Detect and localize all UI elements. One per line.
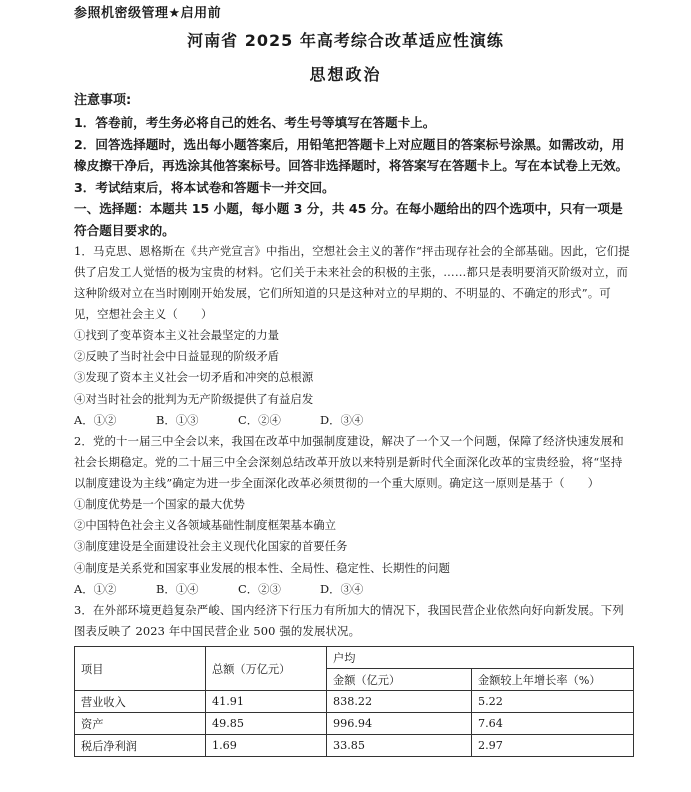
exam-subject: 思想政治 <box>309 65 382 84</box>
table-header-item: 项目 <box>75 647 206 691</box>
table-cell-growth: 2.97 <box>472 735 634 757</box>
table-cell-item: 税后净利润 <box>75 735 206 757</box>
choice-c: C．②④ <box>238 412 281 427</box>
question-1-option: ②反映了当时社会中日益显现的阶级矛盾 <box>74 349 280 364</box>
table-cell-growth: 5.22 <box>472 691 634 713</box>
question-2-option: ④制度是关系党和国家事业发展的根本性、全局性、稳定性、长期性的问题 <box>74 560 450 575</box>
question-2-option: ①制度优势是一个国家的最大优势 <box>74 497 245 512</box>
question-2-option: ③制度建设是全面建设社会主义现代化国家的首要任务 <box>74 539 348 554</box>
table-header-growth: 金额较上年增长率（%） <box>472 669 634 691</box>
question-3-stem: 3．在外部环境更趋复杂严峻、国内经济下行压力有所加大的情况下，我国民营企业依然向好向新发展。下列图表反映了 2023 年中国民营企业 500 强的发展状况。 <box>74 603 624 639</box>
notice-item: 1．答卷前，考生务必将自己的姓名、考生号等填写在答题卡上。 <box>74 115 436 130</box>
choice-d: D．③④ <box>320 412 364 427</box>
table-row <box>75 735 634 757</box>
choice-c: C．②③ <box>238 581 281 596</box>
choice-a: A．①② <box>74 412 117 427</box>
question-1-choices <box>74 410 633 431</box>
table-header-amount: 金额（亿元） <box>327 669 472 691</box>
choice-d: D．③④ <box>320 581 364 596</box>
table-cell-amount: 996.94 <box>327 713 472 735</box>
question-1-option: ③发现了资本主义社会一切矛盾和冲突的总根源 <box>74 370 314 385</box>
question-1-option: ①找到了变革资本主义社会最坚定的力量 <box>74 328 280 342</box>
enterprise-data-table <box>74 646 634 757</box>
notice-heading: 注意事项: <box>74 93 132 108</box>
table-cell-total: 41.91 <box>206 691 327 713</box>
section-heading: 一、选择题：本题共 15 小题，每小题 3 分，共 45 分。在每小题给出的四个选项中，只有一项是符合题目要求的。 <box>74 201 623 238</box>
question-1-stem: 1．马克思、恩格斯在《共产党宣言》中指出，空想社会主义的著作“抨击现存社会的全部基础。因此，它们提供了启发工人觉悟的极为宝贵的材料。它们关于未来社会的积极的主张，……都只是表明要消灭阶级对立，而这种阶级对立在当时刚刚开始发展，它们所知道的只是这种对立的早期的、不明显的、不确定的形式”。可见，空想社会主义（ ） <box>74 244 630 321</box>
question-2-option: ②中国特色社会主义各领域基础性制度框架基本确立 <box>74 518 336 533</box>
exam-title: 河南省 2025 年高考综合改革适应性演练 <box>187 31 504 50</box>
table-cell-total: 49.85 <box>206 713 327 735</box>
question-2-stem: 2．党的十一届三中全会以来，我国在改革中加强制度建设，解决了一个又一个问题，保障了经济快速发展和社会长期稳定。党的二十届三中全会深刻总结改革开放以来特别是新时代全面深化改革的宝贵经验，将“坚持以制度建设为主线”确定为进一步全面深化改革必须贯彻的一个重大原则。确定这一原则是基于（ ） <box>74 434 624 491</box>
table-header-total: 总额（万亿元） <box>206 647 327 691</box>
table-row <box>75 691 634 713</box>
table-cell-amount: 33.85 <box>327 735 472 757</box>
notice-item: 2．回答选择题时，选出每小题答案后，用铅笔把答题卡上对应题目的答案标号涂黑。如需改动，用橡皮擦干净后，再选涂其他答案标号。回答非选择题时，将答案写在答题卡上。写在本试卷上无效。 <box>74 136 629 173</box>
table-cell-item: 营业收入 <box>75 691 206 713</box>
table-header-row <box>75 647 634 669</box>
table-row <box>75 713 634 735</box>
question-2-choices <box>74 579 633 600</box>
notice-item: 3．考试结束后，将本试卷和答题卡一并交回。 <box>74 179 335 195</box>
secret-level-label: 参照机密级管理★启用前 <box>74 6 222 21</box>
choice-b: B．①③ <box>156 412 199 427</box>
table-cell-growth: 7.64 <box>472 713 634 735</box>
table-cell-amount: 838.22 <box>327 691 472 713</box>
exam-body <box>74 90 633 757</box>
question-1-option: ④对当时社会的批判为无产阶级提供了有益启发 <box>74 391 314 406</box>
choice-b: B．①④ <box>156 581 199 596</box>
choice-a: A．①② <box>74 581 117 596</box>
table-cell-total: 1.69 <box>206 735 327 757</box>
table-header-average: 户均 <box>327 647 634 669</box>
table-cell-item: 资产 <box>75 713 206 735</box>
